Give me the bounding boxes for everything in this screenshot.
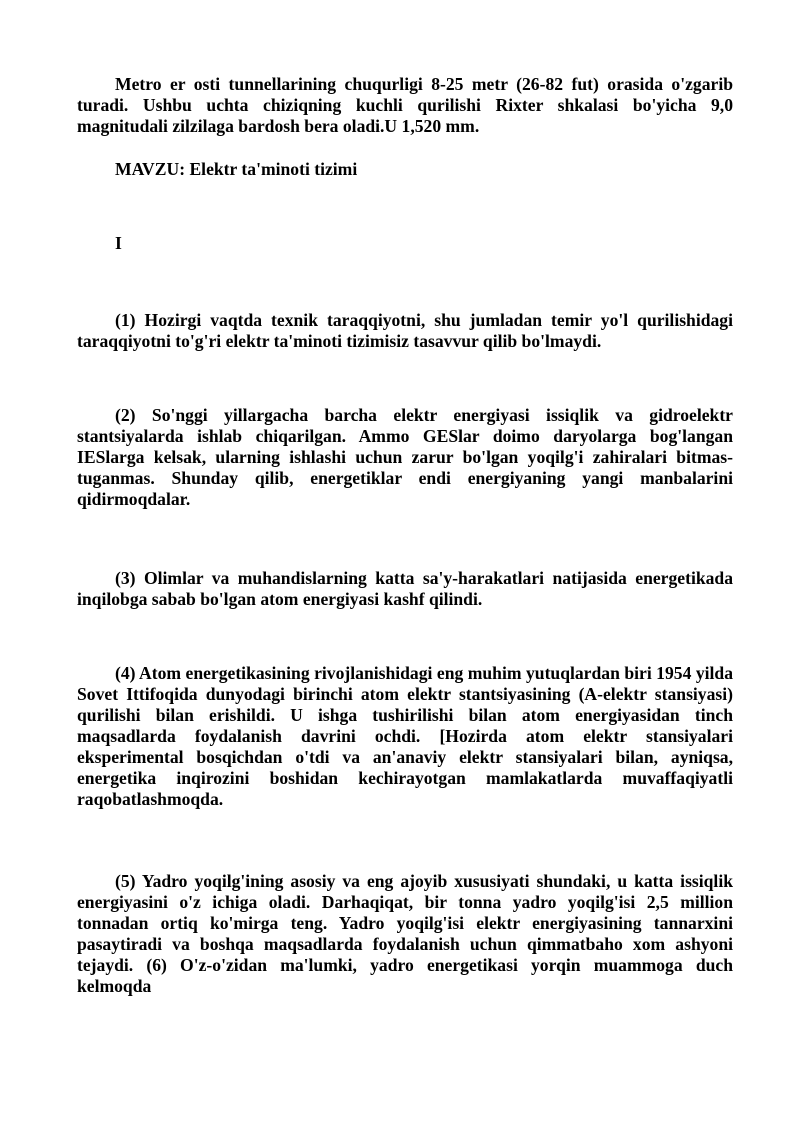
paragraph-2: (2) So'nggi yillargacha barcha elektr energiyasi issiqlik va gidroelektr stantsiyalarda ishlab chiqarilgan. Ammo GESlar doimo daryolarga bog'langan IESlarga kelsak, ularning ishlashi uchun zarur bo'lgan yoqilg'i zahiralari bitmas-tuganmas. Shunday qilib, energetiklar endi energiyaning yangi manbalarini qidirmoqdalar. [77, 405, 733, 509]
section-number: I [115, 233, 122, 253]
paragraph-1: (1) Hozirgi vaqtda texnik taraqqiyotni, shu jumladan temir yo'l qurilishidagi taraqqiyotni to'g'ri elektr ta'minoti tizimisiz tasavvur qilib bo'lmaydi. [77, 310, 733, 351]
paragraph-4: (4) Atom energetikasining rivojlanishidagi eng muhim yutuqlardan biri 1954 yilda Sovet Ittifoqida dunyodagi birinchi atom elektr stantsiyasining (A-elektr stansiyasi) qurilishi bilan erishildi. U ishga tushirilishi bilan atom energiyasidan tinch maqsadlarda foydalanish davrini ochdi. [Hozirda atom elektr stansiyalari eksperimental bosqichdan o'tdi va an'anaviy elektr stansiyalari bilan, ayniqsa, energetika inqirozini boshidan kechirayotgan mamlakatlarda muvaffaqiyatli raqobatlashmoqda. [77, 663, 733, 809]
topic-heading: MAVZU: Elektr ta'minoti tizimi [115, 159, 358, 179]
paragraph-metro-tunnels: Metro er osti tunnellarining chuqurligi 8-25 metr (26-82 fut) orasida o'zgarib turadi. Ushbu uchta chiziqning kuchli qurilishi Rixter shkalasi bo'yicha 9,0 magnitudali zilzilaga bardosh bera oladi.U 1,520 mm. [77, 74, 733, 136]
paragraph-5: (5) Yadro yoqilg'ining asosiy va eng ajoyib xususiyati shundaki, u katta issiqlik energiyasini o'z ichiga oladi. Darhaqiqat, bir tonna yadro yoqilg'isi 2,5 million tonnadan ortiq ko'mirga teng. Yadro yoqilg'isi elektr energiyasining tannarxini pasaytiradi va boshqa maqsadlarda foydalanish uchun qimmatbaho xom ashyoni tejaydi. (6) O'z-o'zidan ma'lumki, yadro energetikasi yorqin muammoga duch kelmoqda [77, 871, 733, 996]
paragraph-3: (3) Olimlar va muhandislarning katta sa'y-harakatlari natijasida energetikada inqilobga sabab bo'lgan atom energiyasi kashf qilindi. [77, 568, 733, 609]
